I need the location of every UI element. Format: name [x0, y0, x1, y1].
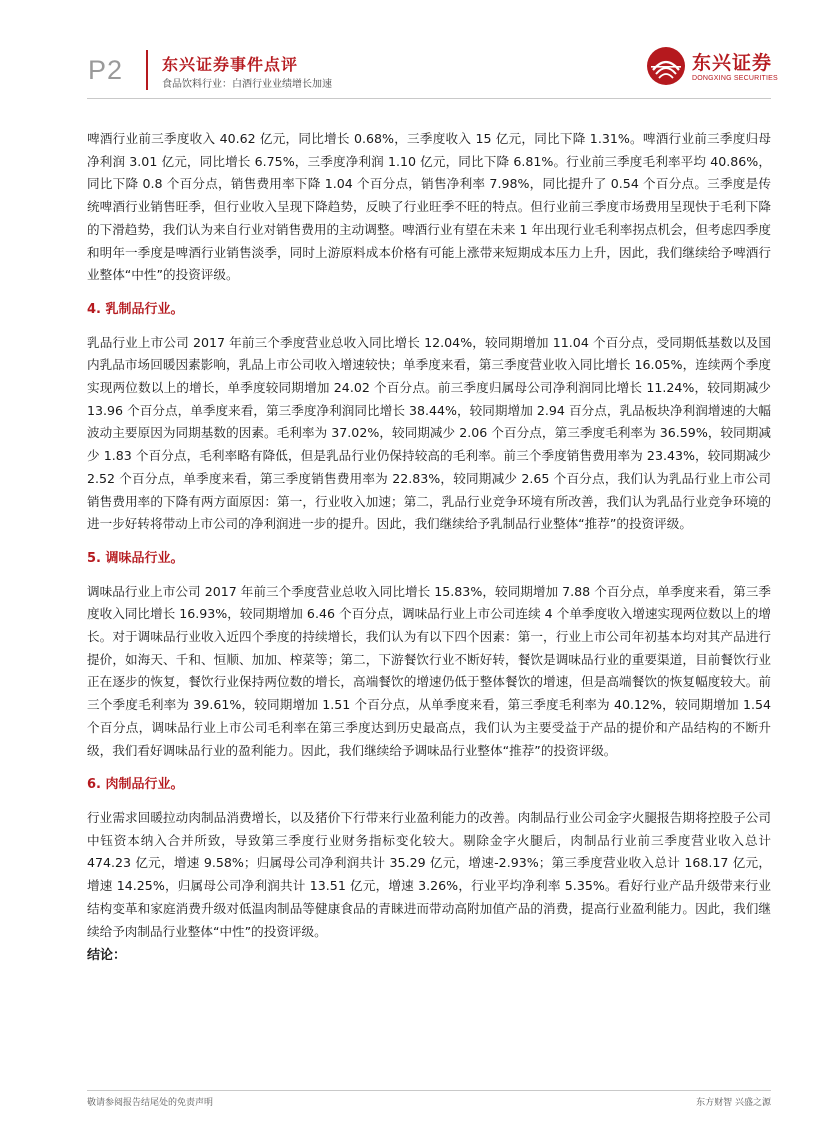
- conclusion-label: 结论：: [87, 948, 127, 964]
- footer-slogan: 东方财智 兴盛之源: [696, 1098, 771, 1108]
- meat-industry-paragraph: 行业需求回暖拉动肉制品消费增长，以及猪价下行带来行业盈利能力的改善。肉制品行业公司金字火腿报告期将控股子公司中钰资本纳入合并所致，导致第三季度行业财务指标变化较大。剔除金字火腿后，肉制品行业前三季度营业收入总计 474.23 亿元，增速 9.58%；归属母公司净利润共计 35.29 亿元，增速-2.93%；第三季度营业收入总计 168.17 亿元，增速 14.25%，归属母公司净利润共计 13.51 亿元，增速 3.26%，行业平均净利率 5.35%。看好行业产品升级带来行业结构变革和家庭消费升级对低温肉制品等健康食品的青睐进而带动高附加值产品的消费，提高行业盈利能力。因此，我们继续给予肉制品行业整体“中性”的投资评级。: [87, 809, 771, 939]
- section-heading-meat: 6. 肉制品行业。: [87, 777, 184, 793]
- report-body: [87, 128, 771, 968]
- condiment-industry-paragraph: 调味品行业上市公司 2017 年前三个季度营业总收入同比增长 15.83%，较同期增加 7.88 个百分点，单季度来看，第三季度收入同比增长 16.93%，较同期增加 6.46 个百分点，调味品行业上市公司连续 4 个单季度收入增速实现两位数以上的增长。对于调味品行业收入近四个季度的持续增长，我们认为有以下四个因素：第一，行业上市公司年初基本均对其产品进行提价，如海天、千和、恒顺、加加、榨菜等；第二，下游餐饮行业不断好转，餐饮是调味品行业的重要渠道，目前餐饮行业正在逐步的恢复，餐饮行业保持两位数的增长，高端餐饮的增速仍低于整体餐饮的增速，但是高端餐饮的恢复幅度较大。前三个季度毛利率为 39.61%，较同期增加 1.51 个百分点，从单季度来看，第三季度毛利率为 40.12%，较同期增加 1.54 个百分点，调味品行业上市公司毛利率在第三季度达到历史最高点，我们认为主要受益于产品的提价和产品结构的不断升级，我们看好调味品行业的盈利能力。因此，我们继续给予调味品行业整体“推荐”的投资评级。: [87, 583, 771, 758]
- header-rule: [87, 98, 771, 99]
- beer-industry-paragraph: 啤酒行业前三季度收入 40.62 亿元，同比增长 0.68%，三季度收入 15 亿元，同比下降 1.31%。啤酒行业前三季度归母净利润 3.01 亿元，同比增长 6.75%，三季度净利润 1.10 亿元，同比下降 6.81%。行业前三季度毛利率平均 40.86%，同比下降 0.8 个百分点，销售费用率下降 1.04 个百分点，销售净利率 7.98%，同比提升了 0.54 个百分点。三季度是传统啤酒行业销售旺季，但行业收入呈现下降趋势，反映了行业旺季不旺的特点。但行业前三季度市场费用呈现快于毛利下降的下滑趋势，我们认为来自行业对销售费用的主动调整。啤酒行业有望在未来 1 年出现行业毛利率拐点机会，但考虑四季度和明年一季度是啤酒行业销售淡季，同时上游原料成本价格有可能上涨带来短期成本压力上升，因此，我们继续给予啤酒行业整体“中性”的投资评级。: [87, 131, 771, 283]
- logo-chinese-name: 东兴证券: [692, 52, 773, 74]
- dairy-industry-paragraph: 乳品行业上市公司 2017 年前三个季度营业总收入同比增长 12.04%，较同期增加 11.04 个百分点，受同期低基数以及国内乳品市场回暖因素影响，乳品上市公司收入增速较快；单季度来看，第三季度营业收入同比增长 16.05%，连续两个季度实现两位数以上的增长，单季度较同期增加 24.02 个百分点。前三季度归属母公司净利润同比增长 11.24%，较同期减少 13.96 个百分点，单季度来看，第三季度净利润同比增长 38.44%，较同期增加 2.94 百分点，乳品板块净利润增速的大幅波动主要原因为同期基数的因素。毛利率为 37.02%，较同期减少 2.06 个百分点，第三季度毛利率为 36.59%，较同期减少 1.83 个百分点，毛利率略有降低，但是乳品行业仍保持较高的毛利率。前三个季度销售费用率为 23.43%，较同期减少 2.52 个百分点，单季度来看，第三季度销售费用率为 22.83%，较同期减少 2.65 个百分点，我们认为乳品行业上市公司销售费用率的下降有两方面原因：第一，行业收入加速；第二，乳品行业竞争环境有所改善，我们认为乳品行业竞争环境的进一步好转将带动上市公司的净利润进一步的提升。因此，我们继续给予乳制品行业整体“推荐”的投资评级。: [87, 334, 771, 532]
- footer-rule: [87, 1090, 771, 1091]
- header-divider: [146, 50, 148, 90]
- section-heading-condiment: 5. 调味品行业。: [87, 550, 184, 566]
- report-type-title: 东兴证券事件点评: [162, 55, 299, 74]
- page-number: P2: [88, 55, 124, 85]
- footer-disclaimer: 敬请参阅报告结尾处的免责声明: [87, 1098, 214, 1108]
- section-heading-dairy: 4. 乳制品行业。: [87, 301, 184, 317]
- logo-english-name: DONGXING SECURITIES: [692, 75, 778, 82]
- dongxing-logo-icon: [646, 46, 686, 86]
- company-logo: [646, 44, 776, 92]
- report-subtitle: 食品饮料行业：白酒行业业绩增长加速: [162, 79, 332, 90]
- page-header: [0, 0, 827, 100]
